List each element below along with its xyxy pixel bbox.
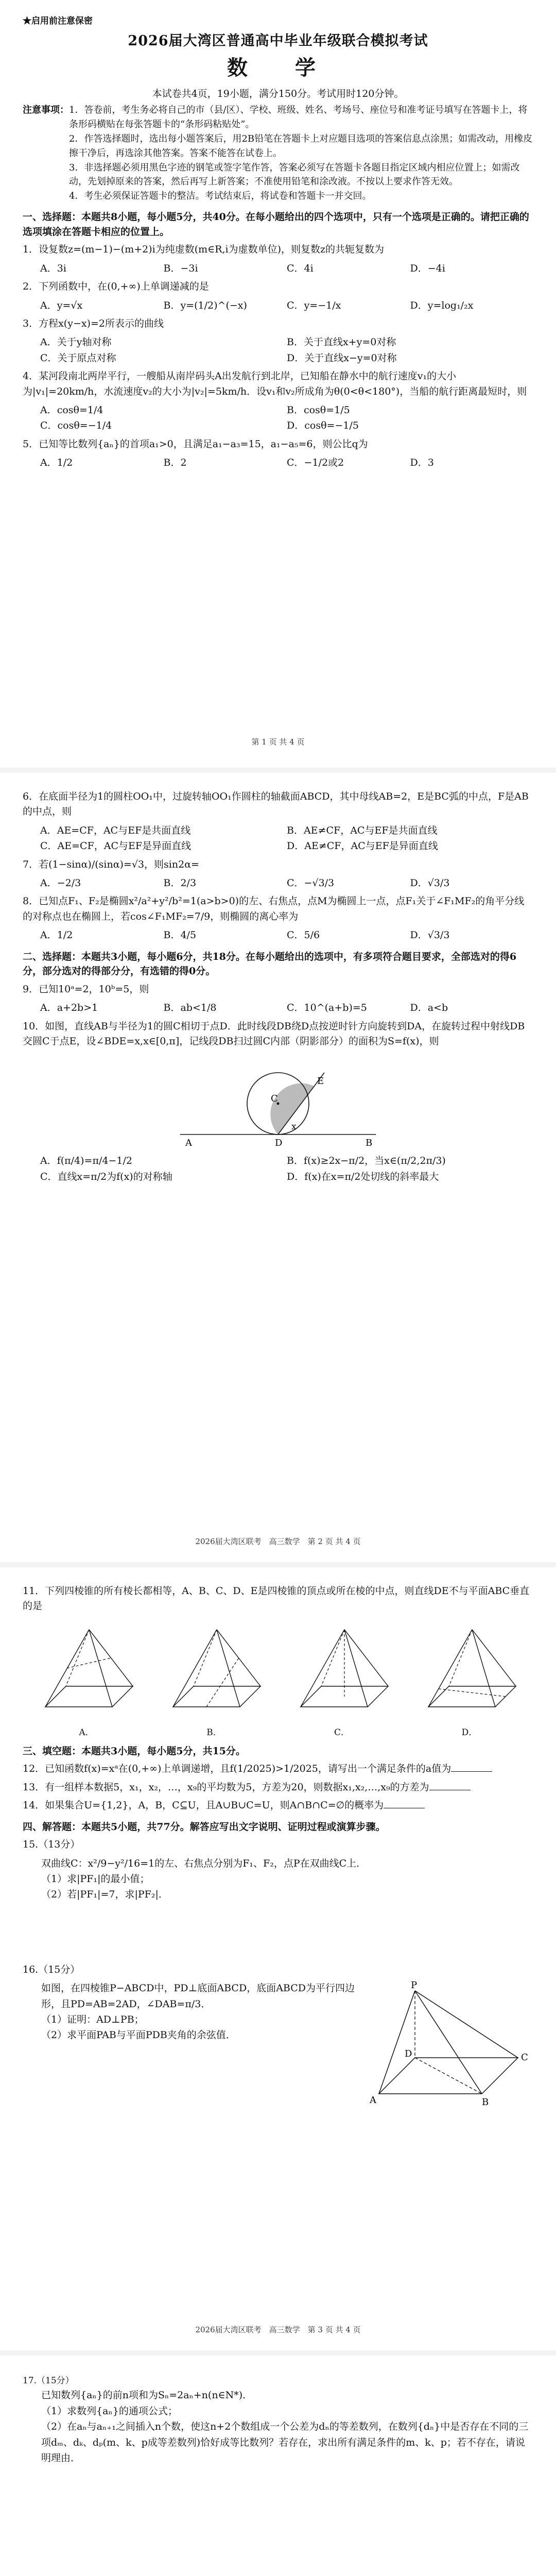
label-d: D [405, 2048, 412, 2060]
option-d: D． [461, 1727, 478, 1738]
question-4: 4．某河段南北两岸平行，一艘船从南岸码头A出发航行到北岸，已知船在静水中的航行速度v₁的大小为|v₁|=20km/h，水流速度v₂的大小为|v₂|=5km/h．设v₁和v₂所成角为θ(0<θ<180°)，当船的航行距离最短时，则 [23, 370, 527, 397]
option-d: D．a<b [410, 1002, 448, 1014]
question-13 [23, 1780, 533, 1795]
option-c: C．cosθ=−1/4 [40, 420, 112, 432]
pyramid-c-diagram [290, 1619, 393, 1722]
label-c: C [521, 2052, 528, 2063]
option-c: C． [334, 1727, 350, 1738]
question-16-block [23, 1980, 533, 2109]
question-17-part-1: （1）求数列{aₙ}的通项公式； [41, 2405, 178, 2417]
option-c: C．y=−1/x [287, 299, 341, 311]
page-2 [0, 773, 556, 1562]
page-1 [0, 0, 556, 768]
option-a: A．−2/3 [40, 877, 81, 889]
option-a: A．y=√x [40, 299, 83, 311]
label-b: B [366, 1138, 373, 1149]
option-b: B．AE≠CF，AC与EF是共面直线 [287, 824, 438, 836]
question-14-stem: 14．如果集合U={1,2}，A，B，C⊆U，且A∪B∪C=U，则A∩B∩C=∅的概率为 [23, 1800, 384, 1811]
page-2-footer: 2026届大湾区联考 高三数学 第 2 页 共 4 页 [195, 1537, 361, 1546]
answer-blank[interactable] [451, 1763, 492, 1772]
option-b: B．y=(1/2)^(−x) [163, 299, 247, 311]
notes-label: 注意事项： [23, 105, 69, 115]
option-c: C．−√3/3 [287, 877, 335, 889]
question-16-heading: 16.（15分） [23, 1963, 80, 1975]
question-17-stem: 已知数列{aₙ}的前n项和为Sₙ=2aₙ+n(n∈N*)． [41, 2389, 253, 2401]
option-d: D．f(x)在x=π/2处切线的斜率最大 [287, 1171, 439, 1182]
question-15-part-1: （1）求|PF₁|的最小值； [41, 1873, 150, 1885]
question-3: 3．方程x(y−x)=2所表示的曲线 [23, 317, 164, 329]
option-a: A．1/2 [40, 457, 73, 469]
option-b: B．2/3 [163, 877, 197, 889]
option-c: C．AE=CF，AC与EF是异面直线 [40, 840, 192, 852]
question-15-part-2: （2）若|PF₁|=7，求|PF₂|． [41, 1889, 168, 1901]
answer-space [23, 1903, 533, 1959]
option-b: B． [206, 1727, 222, 1738]
option-d: D．关于直线x−y=0对称 [287, 352, 397, 364]
option-c: C．关于原点对称 [40, 352, 116, 364]
question-3-options [40, 334, 533, 366]
notes-block [23, 103, 533, 204]
label-x: x [291, 1122, 297, 1132]
option-b: B．ab<1/8 [163, 1002, 217, 1014]
option-b: B．2 [163, 457, 187, 469]
page-3-footer: 2026届大湾区联考 高三数学 第 3 页 共 4 页 [195, 2325, 361, 2334]
option-c: C．10^(a+b)=5 [287, 1002, 367, 1014]
page-1-footer: 第 1 页 共 4 页 [251, 737, 305, 747]
option-b: B．f(x)≥2x−π/2，当x∈(π/2,2π/3) [287, 1155, 446, 1167]
label-c: C [271, 1093, 278, 1105]
question-10-options [40, 1153, 533, 1184]
option-a: A． [79, 1727, 94, 1738]
note-item: 4．考生必须保证答题卡的整洁。考试结束后，将试卷和答题卡一并交回。 [69, 191, 372, 202]
option-d: D．3 [410, 457, 434, 469]
label-d: D [275, 1138, 283, 1149]
option-c: C．−1/2或2 [287, 457, 344, 469]
option-d: D．√3/3 [410, 929, 450, 941]
page-3 [0, 1567, 556, 2350]
question-9-options [40, 1000, 533, 1015]
question-5: 5．已知等比数列{aₙ}的首项a₁>0，且满足a₁−a₃=15，a₁−a₅=6，则公比q为 [23, 438, 368, 450]
question-17-part-2: （2）在aₙ与aₙ₊₁之间插入n个数，使这n+2个数组成一个公差为dₙ的等差数列，在数列{dₙ}中是否存在不同的三项dₘ、dₖ、dₚ(m、k、p成等差数列)恰好成等比数列？若存在，求出所有满足条件的m、k、p；若不存在，请说明理由． [41, 2421, 529, 2464]
option-a: A．cosθ=1/4 [40, 404, 103, 416]
subject-title: 数 学 [227, 56, 329, 80]
option-b: B．4/5 [163, 929, 197, 941]
option-c: C．4i [287, 262, 314, 274]
answer-blank[interactable] [429, 1782, 471, 1790]
question-17-heading: 17.（15分） [23, 2376, 74, 2386]
answer-blank[interactable] [384, 1800, 425, 1808]
pyramid-figure-a [35, 1619, 138, 1738]
option-a: A．f(π/4)=π/4−1/2 [40, 1155, 132, 1167]
label-b: B [482, 2097, 489, 2108]
question-14 [23, 1798, 533, 1813]
option-a: A．a+2b>1 [40, 1002, 98, 1014]
question-11-figures [23, 1619, 533, 1738]
question-16-stem: 如图，在四棱锥P−ABCD中，PD⊥底面ABCD，底面ABCD为平行四边形，且PD=AB=2AD，∠DAB=π/3． [41, 1982, 355, 2010]
confidential-notice: ★启用前注意保密 [23, 16, 93, 26]
option-c: C．直线x=π/2为f(x)的对称轴 [40, 1171, 172, 1182]
question-6-options [40, 823, 533, 854]
question-2: 2．下列函数中，在(0,+∞)上单调递减的是 [23, 281, 209, 293]
option-d: D．y=log₁/₂x [410, 299, 474, 311]
pyramid-figure-b [163, 1619, 266, 1738]
pyramid-b-diagram [163, 1619, 266, 1722]
question-1-options [40, 261, 533, 276]
question-10: 10．如图，直线AB与半径为1的圆C相切于点D．此时线段DB绕D点按逆时针方向旋转到DA，在旋转过程中射线DB交圆C于点E，设∠BDE=x,x∈[0,π]，记线段DB扫过圆C内部（阴影部分）的面积为S=f(x)，则 [23, 1020, 525, 1047]
section-3-heading: 三、填空题：本题共3小题，每小题5分，共15分。 [23, 1745, 246, 1757]
question-9: 9．已知10ᵃ=2，10ᵇ=5，则 [23, 983, 149, 995]
question-8: 8．已知点F₁、F₂是椭圆x²/a²+y²/b²=1(a>b>0)的左、右焦点，点M为椭圆上一点，点F₁关于∠F₁MF₂的角平分线的对称点也在椭圆上，若cos∠F₁MF₂=7/9，则椭圆的离心率为 [23, 895, 525, 922]
question-16-part-1: （1）证明：AD⊥PB； [41, 2014, 144, 2026]
question-7: 7．若(1−sinα)/(sinα)=√3，则sin2α= [23, 858, 199, 870]
pyramid-d-diagram [418, 1619, 521, 1722]
question-15-heading: 15.（13分） [23, 1839, 80, 1851]
label-p: P [411, 1980, 418, 1991]
option-d: D．−4i [410, 262, 445, 274]
note-item: 1．答卷前，考生务必将自己的市（县/区）、学校、班级、姓名、考场号、座位号和准考证号填写在答题卡上，将条形码横贴在每张答题卡的“条形码粘贴处”。 [69, 105, 528, 130]
question-17 [23, 2369, 533, 2466]
section-4-heading: 四、解答题：本题共5小题，共77分。解答应写出文字说明、证明过程或演算步骤。 [23, 1821, 386, 1833]
question-11: 11．下列四棱锥的所有棱长都相等，A、B、C、D、E是四棱锥的顶点或所在棱的中点，则直线DE不与平面ABC垂直的是 [23, 1585, 530, 1612]
pyramid-figure-d [418, 1619, 521, 1738]
question-16-part-2: （2）求平面PAB与平面PDB夹角的余弦值． [41, 2029, 236, 2041]
pyramid-figure-c [290, 1619, 393, 1738]
question-2-options [40, 298, 533, 313]
section-2-heading: 二、选择题：本题共3小题，每小题6分，共18分。在每小题给出的选项中，有多项符合题目要求，全部选对的得6分，部分选对的得部分分，有选错的得0分。 [23, 951, 517, 977]
option-a: A．3i [40, 262, 66, 274]
label-e: E [317, 1076, 324, 1087]
question-7-options [40, 875, 533, 891]
option-a: A．关于y轴对称 [40, 336, 112, 348]
label-a: A [370, 2095, 376, 2106]
option-a: A．1/2 [40, 929, 73, 941]
label-a: A [185, 1138, 192, 1149]
option-d: D．AE≠CF，AC与EF是异面直线 [287, 840, 438, 852]
option-a: A．AE=CF，AC与EF是共面直线 [40, 824, 191, 836]
circle-tangent-diagram [170, 1052, 386, 1150]
option-c: C．5/6 [287, 929, 320, 941]
question-13-stem: 13．有一组样本数据5，x₁，x₂，…，x₉的平均数为5，方差为20，则数据x₁,x₂,…,x₉的方差为 [23, 1781, 429, 1793]
question-1: 1．设复数z=(m−1)−(m+2)i为纯虚数(m∈R,i为虚数单位)，则复数z的共轭复数为 [23, 244, 385, 256]
figure-10 [23, 1052, 533, 1150]
option-b: B．cosθ=1/5 [287, 404, 350, 416]
pyramid-pabcd-diagram [363, 1980, 533, 2109]
question-15-stem: 双曲线C：x²/9−y²/16=1的左、右焦点分别为F₁、F₂，点P在双曲线C上． [41, 1857, 367, 1869]
question-12-stem: 12．已知函数f(x)=xᵃ在(0,+∞)上单调递增，且f(1/2025)>1/2025，请写出一个满足条件的a值为 [23, 1763, 451, 1775]
question-6: 6．在底面半径为1的圆柱OO₁中，过旋转轴OO₁作圆柱的轴截面ABCD，其中母线AB=2，E是BC弧的中点，F是AB的中点，则 [23, 791, 529, 818]
question-4-options [40, 402, 533, 434]
exam-title: 2026届大湾区普通高中毕业年级联合模拟考试 [128, 33, 428, 49]
answer-space [23, 2466, 533, 2576]
question-12 [23, 1761, 533, 1776]
option-b: B．关于直线x+y=0对称 [287, 336, 396, 348]
question-8-options [40, 927, 533, 943]
section-1-heading: 一、选择题：本题共8小题，每小题5分，共40分。在每小题给出的四个选项中，只有一个选项是正确的。请把正确的选项填涂在答题卡相应的位置上。 [23, 211, 529, 238]
option-d: D．√3/3 [410, 877, 450, 889]
page-4 [0, 2355, 556, 2576]
option-b: B．−3i [163, 262, 198, 274]
note-item: 2．作答选择题时，选出每小题答案后，用2B铅笔在答题卡上对应题目选项的答案信息点涂黑；如需改动，用橡皮擦干净后，再选涂其他答案。答案不能答在试卷上。 [69, 133, 533, 159]
exam-meta: 本试卷共4页，19小题，满分150分。考试用时120分钟。 [152, 88, 404, 99]
pyramid-a-diagram [35, 1619, 138, 1722]
option-d: D．cosθ=−1/5 [287, 420, 359, 432]
note-item: 3．非选择题必须用黑色字迹的钢笔或签字笔作答，答案必须写在答题卡各题目指定区域内相应位置上；如需改动，先划掉原来的答案，然后再写上新答案；不准使用铅笔和涂改液。不按以上要求作答无效。 [69, 162, 520, 188]
question-5-options [40, 455, 533, 470]
